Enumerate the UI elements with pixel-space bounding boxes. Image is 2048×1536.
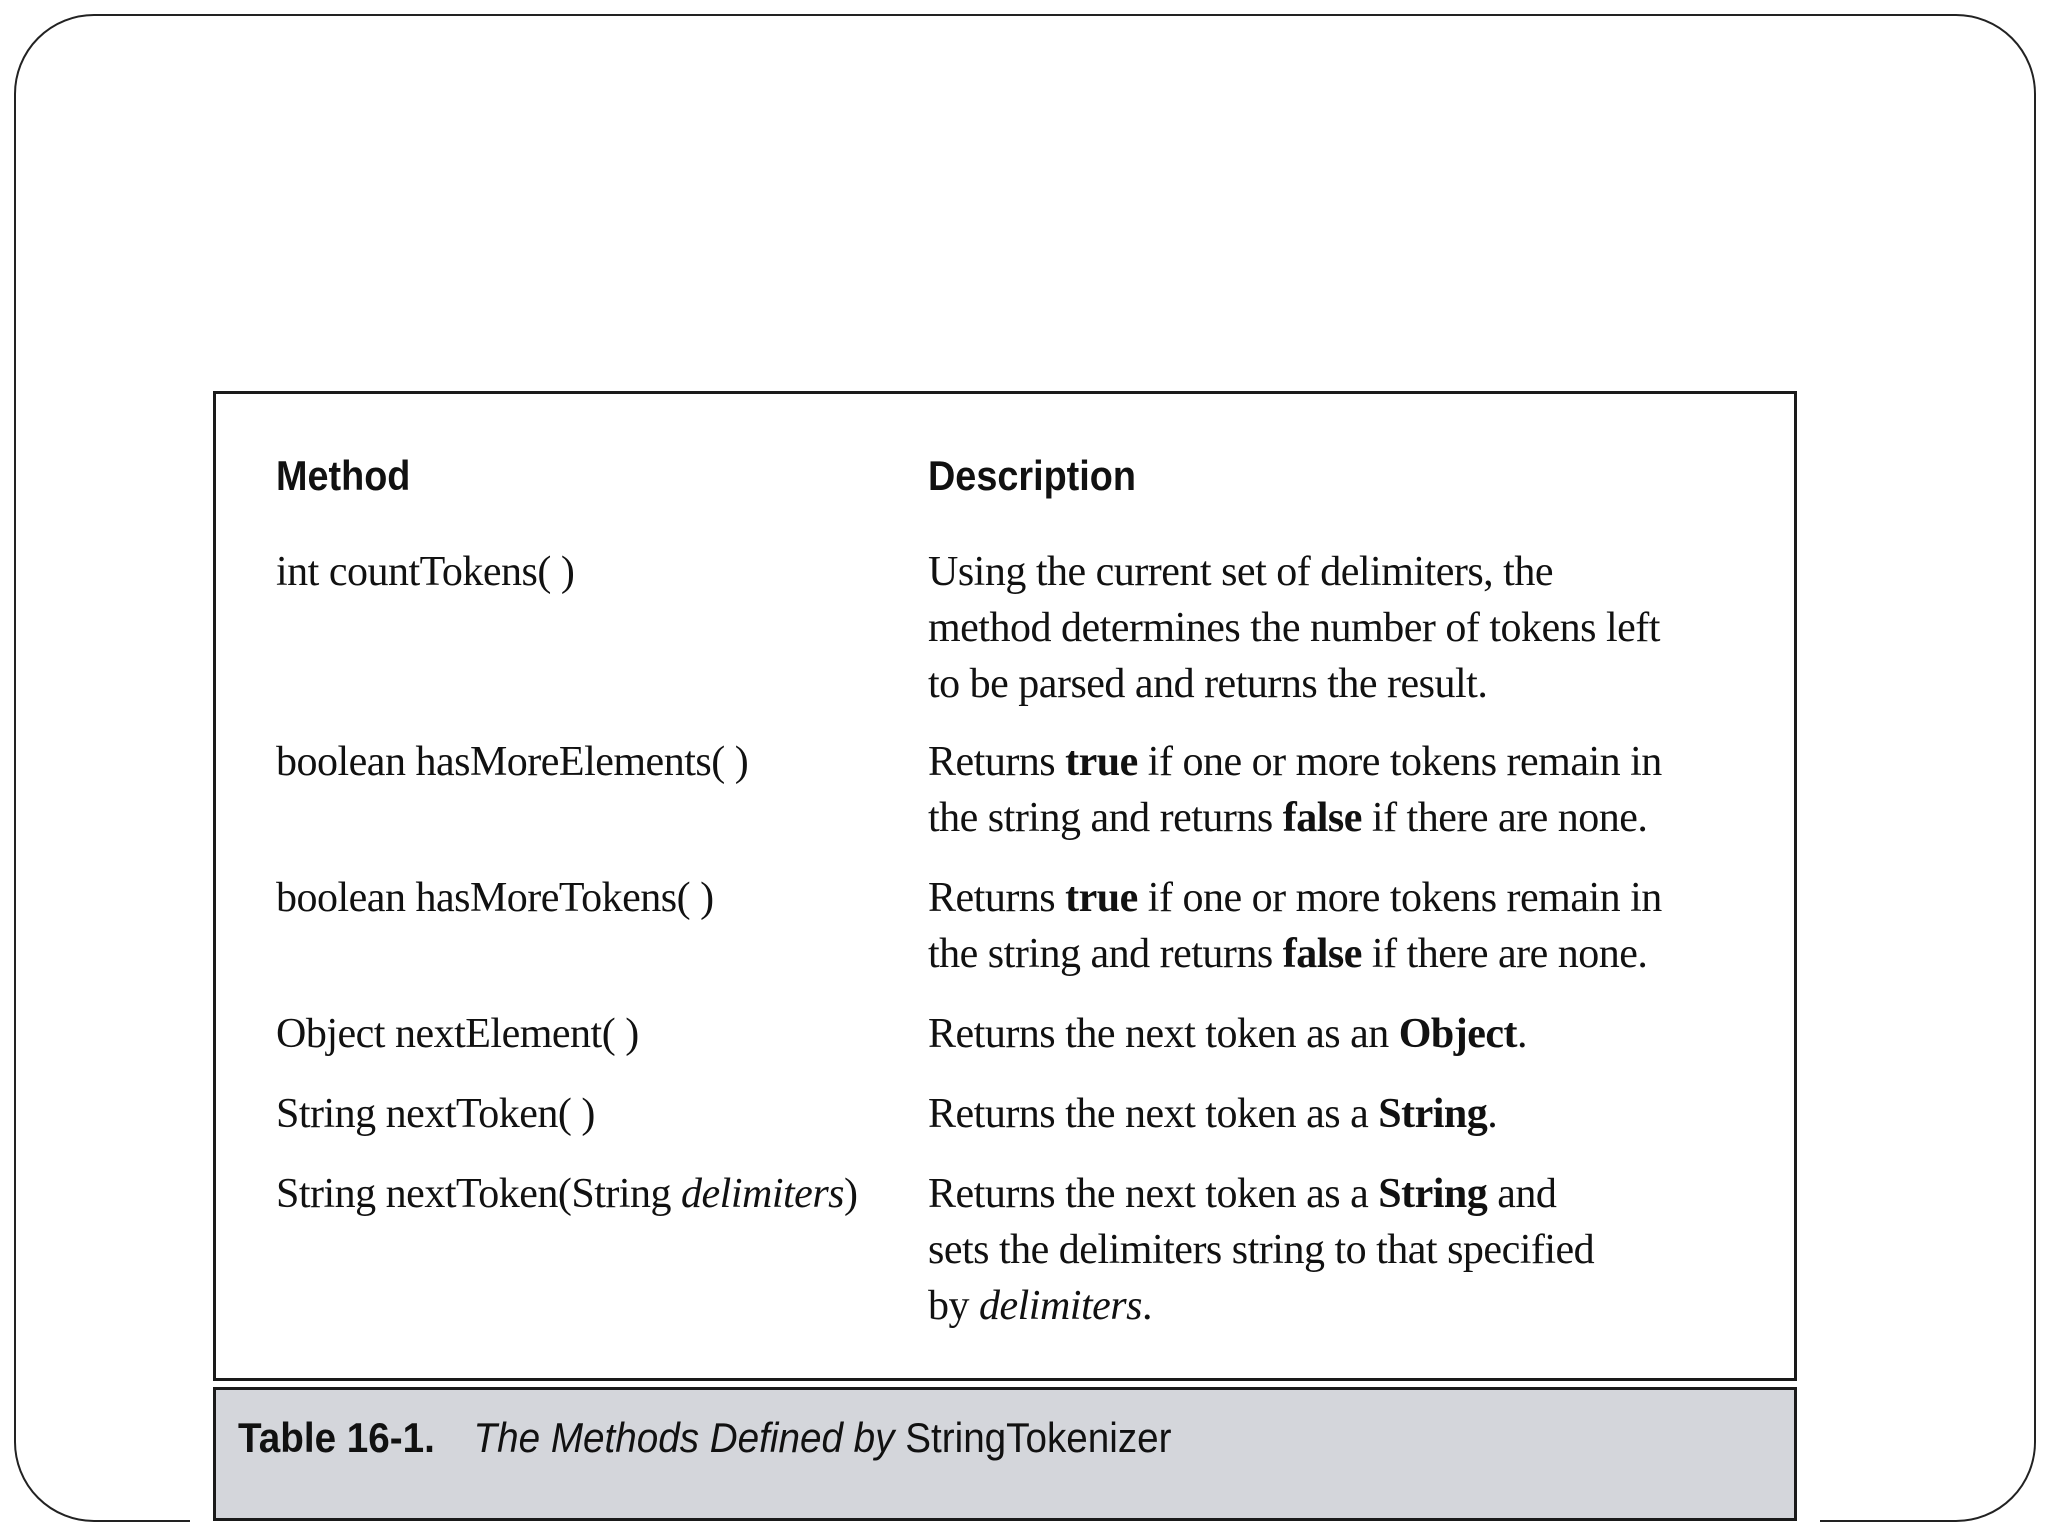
caption-class-name: StringTokenizer (905, 1414, 1172, 1461)
method-cell: Object nextElement( ) (276, 1011, 639, 1057)
method-cell: int countTokens( ) (276, 549, 575, 595)
text-span: if one or more tokens remain in (1137, 739, 1662, 785)
text-span: and (1487, 1171, 1557, 1217)
description-line (928, 790, 1788, 846)
text-span: Returns the next token as a (928, 1171, 1379, 1217)
text-span: if one or more tokens remain in (1137, 875, 1662, 921)
bold-keyword: true (1065, 875, 1138, 921)
description-cell (928, 1086, 1788, 1142)
description-line (928, 734, 1788, 790)
description-line: method determines the number of tokens left (928, 605, 1660, 651)
header-method: Method (276, 452, 411, 499)
description-line: to be parsed and returns the result. (928, 661, 1488, 707)
text-span: . (1517, 1011, 1528, 1057)
methods-table (213, 391, 1797, 1381)
text-span: Returns the next token as a (928, 1091, 1379, 1137)
bold-keyword: false (1282, 795, 1362, 841)
text-span: by (928, 1283, 979, 1329)
bold-keyword: String (1378, 1171, 1488, 1217)
description-line (928, 1006, 1788, 1062)
text-span: Returns the next token as an (928, 1011, 1399, 1057)
table-caption (213, 1387, 1797, 1521)
description-line: sets the delimiters string to that specified (928, 1227, 1595, 1273)
italic-param: delimiters (681, 1171, 845, 1217)
bold-keyword: String (1378, 1091, 1488, 1137)
text-span: the string and returns (928, 931, 1283, 977)
description-cell (928, 1006, 1788, 1062)
description-line (928, 1086, 1788, 1142)
text-span: the string and returns (928, 795, 1283, 841)
text-span: ) (844, 1171, 858, 1217)
caption-italic-text: The Methods Defined by (473, 1414, 906, 1461)
method-cell: boolean hasMoreElements( ) (276, 739, 749, 785)
text-span: Returns (928, 739, 1066, 785)
bold-keyword: Object (1398, 1011, 1518, 1057)
caption-label: Table 16-1. (238, 1414, 435, 1461)
description-cell (928, 1166, 1788, 1334)
description-line (928, 1278, 1788, 1334)
description-line (928, 926, 1788, 982)
text-span: . (1487, 1091, 1498, 1137)
caption-text (238, 1410, 1172, 1466)
text-span: . (1141, 1283, 1152, 1329)
text-span: if there are none. (1361, 795, 1648, 841)
text-span: String nextToken(String (276, 1171, 682, 1217)
header-description: Description (928, 452, 1136, 499)
method-cell: String nextToken( ) (276, 1091, 595, 1137)
description-line (928, 1166, 1788, 1222)
description-line: Using the current set of delimiters, the (928, 549, 1553, 595)
bold-keyword: true (1065, 739, 1138, 785)
method-cell (276, 1166, 916, 1222)
italic-param: delimiters (979, 1283, 1142, 1329)
text-span: Returns (928, 875, 1066, 921)
description-cell (928, 734, 1788, 846)
description-line (928, 870, 1788, 926)
description-cell (928, 544, 1788, 712)
bold-keyword: false (1282, 931, 1362, 977)
text-span: if there are none. (1361, 931, 1648, 977)
method-cell: boolean hasMoreTokens( ) (276, 875, 714, 921)
description-cell (928, 870, 1788, 982)
